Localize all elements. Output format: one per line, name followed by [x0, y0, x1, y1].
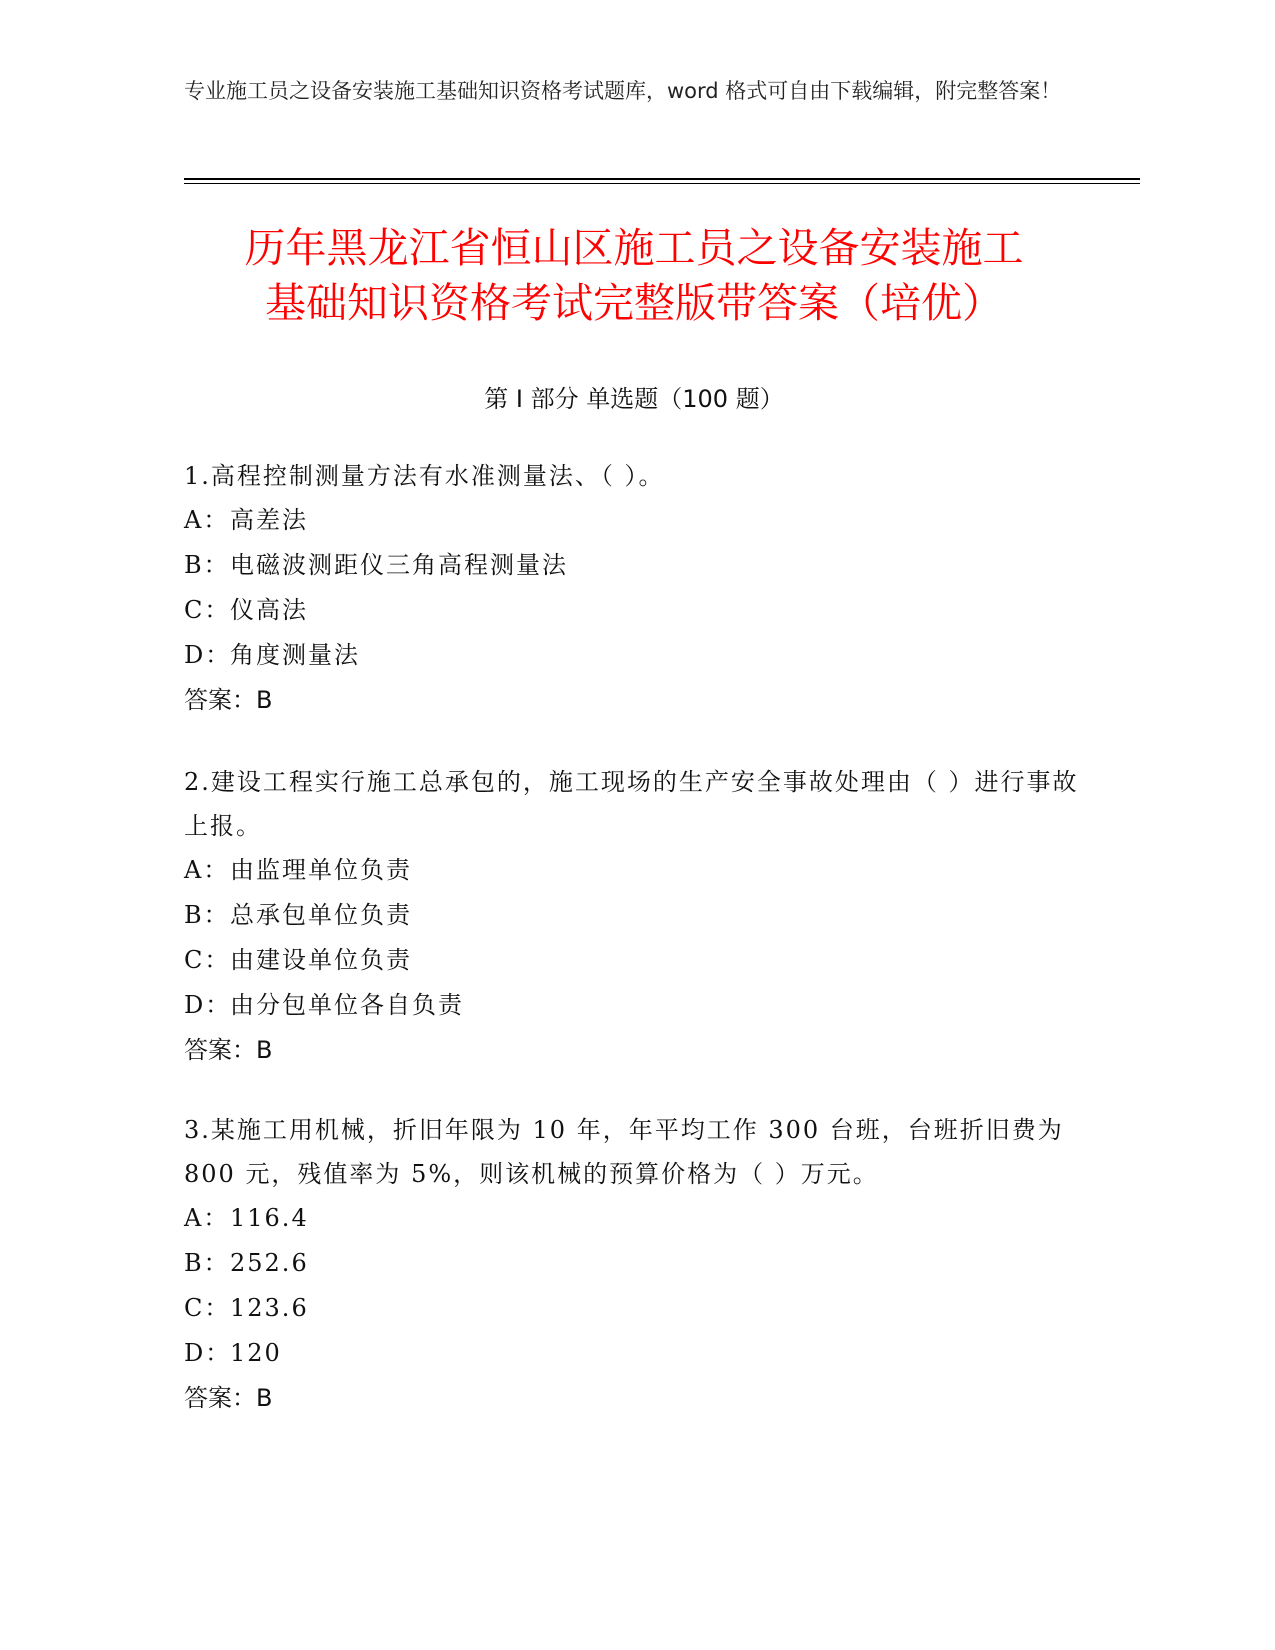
answer: 答案：B [184, 1036, 273, 1064]
option-c [184, 938, 1084, 983]
option-text: 电磁波测距仪三角高程测量法 [230, 551, 568, 579]
option-key: D： [184, 1339, 232, 1367]
option-key: A： [184, 1204, 230, 1232]
question-stem: 3.某施工用机械，折旧年限为 10 年，年平均工作 300 台班，台班折旧费为 800 元，残值率为 5%，则该机械的预算价格为（ ）万元。 [184, 1116, 1064, 1188]
option-text: 116.4 [230, 1204, 309, 1232]
option-key: C： [184, 1294, 231, 1322]
option-key: B： [184, 551, 230, 579]
option-c [184, 588, 1084, 633]
option-d [184, 633, 1084, 678]
option-text: 由建设单位负责 [230, 946, 412, 974]
section-heading: 第 I 部分 单选题（100 题） [484, 385, 784, 413]
option-text: 由监理单位负责 [230, 856, 412, 884]
option-text: 120 [230, 1339, 282, 1367]
option-a [184, 1196, 1084, 1241]
answer: 答案：B [184, 686, 273, 714]
option-key: B： [184, 1249, 230, 1277]
question-1 [184, 454, 1084, 723]
question-stem: 1.高程控制测量方法有水准测量法、（ ）。 [184, 462, 665, 490]
option-key: D： [184, 991, 232, 1019]
option-text: 由分包单位各自负责 [230, 991, 464, 1019]
option-b [184, 893, 1084, 938]
option-key: C： [184, 596, 231, 624]
answer: 答案：B [184, 1384, 273, 1412]
option-key: C： [184, 946, 231, 974]
option-b [184, 543, 1084, 588]
option-key: D： [184, 641, 232, 669]
option-b [184, 1241, 1084, 1286]
header-note: 专业施工员之设备安装施工基础知识资格考试题库，word 格式可自由下载编辑，附完整答案！ [184, 79, 1062, 103]
option-text: 123.6 [230, 1294, 309, 1322]
document-title-line-2: 基础知识资格考试完整版带答案（培优） [265, 279, 1003, 327]
option-text: 仪高法 [230, 596, 308, 624]
header-divider [184, 178, 1140, 180]
question-2 [184, 760, 1084, 1073]
header-divider-thin [184, 183, 1140, 184]
option-text: 高差法 [230, 506, 308, 534]
option-d [184, 983, 1084, 1028]
option-c [184, 1286, 1084, 1331]
document-title [184, 221, 1084, 331]
option-text: 总承包单位负责 [230, 901, 412, 929]
option-a [184, 848, 1084, 893]
document-title-line-1: 历年黑龙江省恒山区施工员之设备安装施工 [244, 224, 1024, 272]
question-stem: 2.建设工程实行施工总承包的，施工现场的生产安全事故处理由（ ）进行事故上报。 [184, 768, 1079, 840]
question-3 [184, 1108, 1084, 1421]
option-text: 252.6 [230, 1249, 309, 1277]
option-key: B： [184, 901, 230, 929]
option-d [184, 1331, 1084, 1376]
option-a [184, 498, 1084, 543]
option-text: 角度测量法 [230, 641, 360, 669]
option-key: A： [184, 506, 230, 534]
option-key: A： [184, 856, 230, 884]
